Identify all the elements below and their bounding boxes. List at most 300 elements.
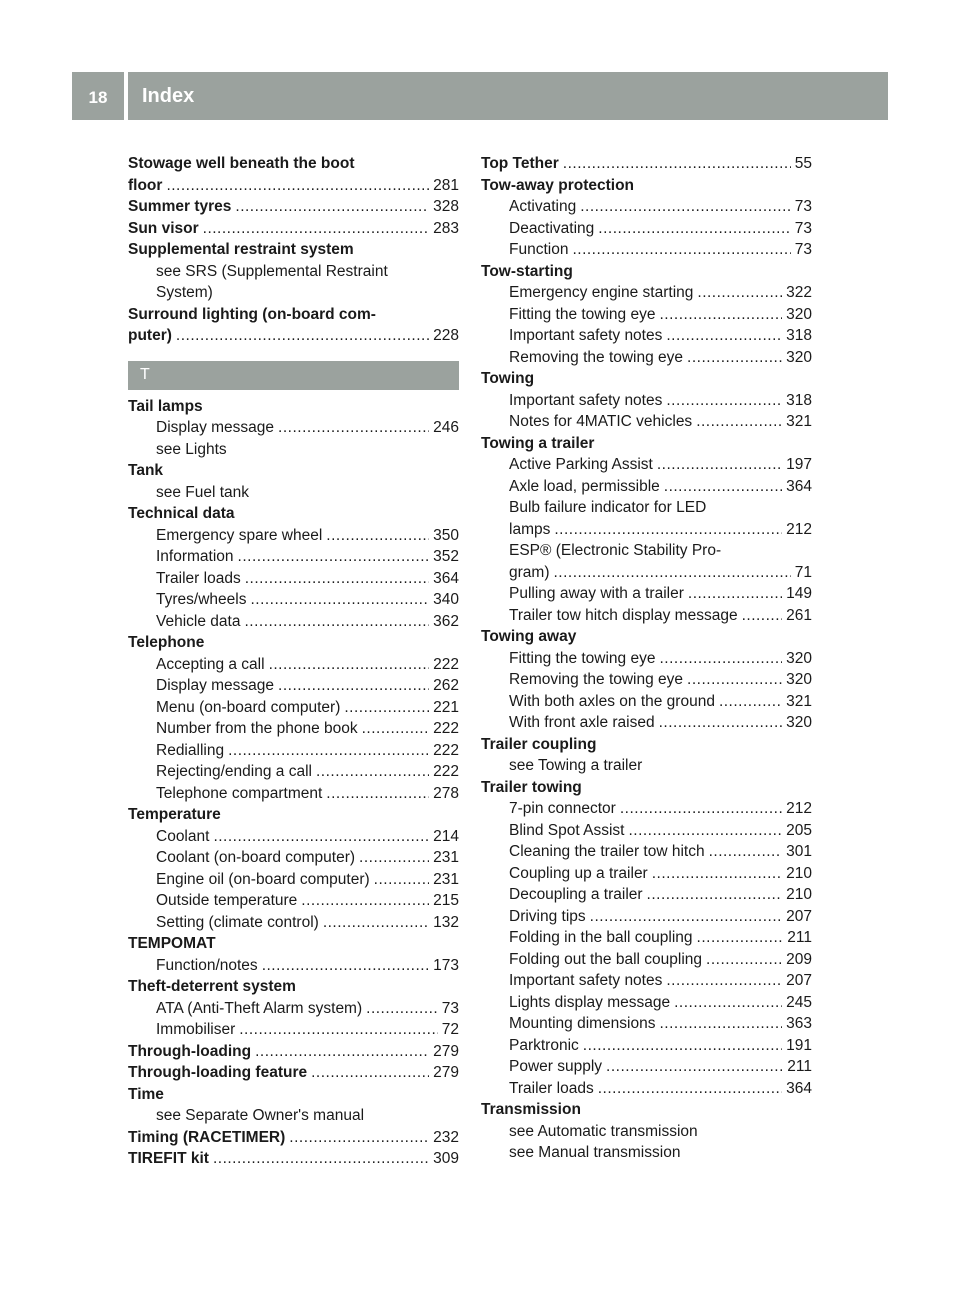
entry-text: With both axles on the ground [509,692,715,710]
index-subentry [481,497,812,519]
index-subentry [481,218,812,240]
page-reference: 209 [786,950,812,968]
index-entry [128,1127,459,1149]
page-reference: 301 [786,843,812,860]
page-reference: 352 [433,548,459,565]
page-reference: 321 [786,413,812,430]
entry-text: Parktronic [509,1036,579,1054]
index-entry [128,396,459,418]
index-entry [128,1084,459,1106]
index-subentry [128,568,459,590]
index-subentry [481,411,812,433]
leader-dots [659,304,782,326]
index-subentry [481,1013,812,1035]
entry-text: Technical data [128,505,235,522]
page-reference: 320 [786,671,812,688]
entry-text: Cleaning the trailer tow hitch [509,843,705,860]
entry-text: Trailer loads [509,1079,594,1097]
page-reference: 205 [786,821,812,839]
page-reference: 340 [433,591,459,608]
leader-dots [374,869,429,891]
index-entry [481,433,812,455]
leader-dots [213,826,429,848]
entry-text: Folding out the ball coupling [509,950,703,968]
index-entry [128,196,459,218]
leader-dots [598,1078,782,1100]
index-entry [128,239,459,261]
index-entry [481,368,812,390]
index-subentry [481,648,812,670]
index-subentry [128,761,459,783]
entry-text: puter) [128,327,172,344]
entry-text: Tail lamps [128,397,203,415]
index-entry [128,1041,459,1063]
leader-dots [323,912,429,934]
entry-text: Bulb failure indicator for LED [509,499,707,516]
index-subentry [481,454,812,476]
leader-dots [235,196,429,218]
entry-text: Top Tether [481,155,559,172]
index-entry [128,804,459,826]
entry-text: Information [156,548,234,565]
page-reference: 211 [787,929,812,946]
leader-dots [269,654,430,676]
leader-dots [238,546,430,568]
index-entry [128,460,459,482]
page-reference: 149 [786,585,812,602]
entry-text: Notes for 4MATIC vehicles [509,413,693,430]
entry-text: Through-loading [128,1042,252,1060]
index-subentry [128,783,459,805]
entry-text: TEMPOMAT [128,935,216,952]
page-reference: 261 [786,606,812,624]
entry-text: Fitting the towing eye [509,305,656,323]
entry-text: Telephone [128,634,205,651]
page-reference: 321 [786,692,812,710]
page-reference: 279 [433,1064,459,1081]
page-reference: 320 [786,649,812,667]
index-subentry [481,583,812,605]
index-subentry [128,826,459,848]
index-entry [481,175,812,197]
entry-text: Number from the phone book [156,720,358,737]
index-entry [128,175,459,197]
index-subentry [128,740,459,762]
index-subentry [128,718,459,740]
index-entry [128,1062,459,1084]
entry-text: Power supply [509,1058,603,1075]
page-reference: 73 [441,999,459,1017]
index-subentry [128,282,459,304]
leader-dots [598,218,790,240]
page-reference: 364 [433,569,459,587]
index-entry [481,153,812,175]
entry-text: Coolant (on-board computer) [156,849,356,866]
leader-dots [213,1148,429,1170]
page-reference: 210 [786,886,812,903]
entry-text: Trailer tow hitch display message [509,606,738,624]
leader-dots [278,417,429,439]
index-subentry [481,605,812,627]
index-subentry [128,417,459,439]
leader-dots [687,669,782,691]
entry-text: Emergency spare wheel [156,526,323,544]
page-reference: 281 [433,176,459,194]
page-reference: 173 [433,956,459,974]
index-entry [128,325,459,347]
page-reference: 73 [794,219,812,237]
entry-text: Immobiliser [156,1021,236,1038]
entry-text: Telephone compartment [156,784,323,802]
entry-text: Axle load, permissible [509,477,660,495]
index-subentry [481,304,812,326]
index-entry [481,626,812,648]
index-subentry [128,261,459,283]
leader-dots [664,476,782,498]
index-subentry [481,282,812,304]
entry-text: Decoupling a trailer [509,886,643,903]
page-reference: 231 [433,870,459,888]
index-subentry [481,820,812,842]
entry-text: Time [128,1085,164,1103]
leader-dots [583,1035,782,1057]
entry-text: Tow-starting [481,262,573,280]
index-subentry [481,669,812,691]
page-reference: 320 [786,348,812,366]
leader-dots [674,992,782,1014]
entry-text: Important safety notes [509,972,663,989]
leader-dots [359,847,429,869]
entry-text: see SRS (Supplemental Restraint [156,262,388,280]
entry-text: ESP® (Electronic Stability Pro- [509,542,722,559]
entry-text: Display message [156,419,275,436]
page-title: Index [128,72,888,120]
leader-dots [203,218,429,240]
page-reference: 278 [433,784,459,802]
page-reference: 71 [794,563,812,581]
entry-text: Tank [128,462,164,479]
entry-text: Emergency engine starting [509,284,694,301]
index-subentry [481,992,812,1014]
entry-text: Display message [156,677,275,694]
page-reference: 55 [794,155,812,172]
entry-text: 7-pin connector [509,800,616,817]
leader-dots [250,589,429,611]
entry-text: Activating [509,198,577,215]
index-subentry [128,1019,459,1041]
index-subentry [481,325,812,347]
entry-text: Towing away [481,628,577,645]
leader-dots [706,949,782,971]
entry-text: Surround lighting (on-board com- [128,305,376,323]
leader-dots [554,519,782,541]
entry-text: Towing [481,370,535,387]
index-subentry [481,884,812,906]
page-reference: 222 [433,720,459,737]
leader-dots [344,697,429,719]
index-subentry [481,1142,812,1164]
index-subentry [481,1056,812,1078]
index-subentry [481,906,812,928]
page-reference: 210 [786,864,812,882]
index-entry [128,976,459,998]
leader-dots [659,712,783,734]
index-column-right [481,153,812,1164]
index-subentry [481,562,812,584]
index-entry [481,1099,812,1121]
index-subentry [481,798,812,820]
page-reference: 262 [433,677,459,694]
entry-text: Lights display message [509,993,671,1011]
leader-dots [696,411,782,433]
leader-dots [366,998,438,1020]
entry-text: Vehicle data [156,612,241,630]
entry-text: Driving tips [509,907,586,925]
page-reference: 279 [433,1042,459,1060]
entry-text: see Manual transmission [509,1144,681,1161]
leader-dots [657,454,782,476]
entry-text: Function [509,241,569,258]
leader-dots [652,863,782,885]
page-reference: 320 [786,305,812,323]
index-subentry [128,525,459,547]
entry-text: Mounting dimensions [509,1015,656,1032]
leader-dots [326,525,429,547]
leader-dots [563,153,791,175]
index-subentry [128,439,459,461]
index-subentry [481,755,812,777]
leader-dots [659,1013,782,1035]
index-entry [128,218,459,240]
entry-text: lamps [509,520,551,538]
index-subentry [128,697,459,719]
entry-text: Summer tyres [128,198,232,215]
index-subentry [481,347,812,369]
page-reference: 228 [433,327,459,344]
index-entry [128,1148,459,1170]
index-subentry [128,611,459,633]
leader-dots [228,740,429,762]
index-entry [128,632,459,654]
index-subentry [481,476,812,498]
leader-dots [316,761,429,783]
index-subentry [481,540,812,562]
leader-dots [255,1041,429,1063]
leader-dots [687,347,782,369]
entry-text: Trailer loads [156,569,241,587]
leader-dots [742,605,783,627]
leader-dots [590,906,782,928]
index-subentry [481,239,812,261]
entry-text: Stowage well beneath the boot [128,155,355,172]
index-entry [128,304,459,326]
index-subentry [128,869,459,891]
index-entry [128,933,459,955]
index-subentry [481,1121,812,1143]
entry-text: floor [128,176,163,194]
entry-text: Transmission [481,1101,581,1118]
entry-text: Theft-deterrent system [128,978,296,995]
page-reference: 212 [786,520,812,538]
page-reference: 232 [433,1128,459,1146]
page-reference: 322 [786,284,812,301]
entry-text: Accepting a call [156,655,265,673]
leader-dots [166,175,429,197]
entry-text: Important safety notes [509,327,663,344]
index-subentry [481,1035,812,1057]
entry-text: see Towing a trailer [509,757,643,774]
page-reference: 283 [433,219,459,237]
page-reference: 363 [786,1015,812,1032]
leader-dots [326,783,429,805]
page-reference: 191 [786,1036,812,1054]
index-subentry [481,863,812,885]
index-subentry [481,949,812,971]
page-reference: 215 [433,892,459,909]
entry-text: Fitting the towing eye [509,649,656,667]
entry-text: Redialling [156,741,225,759]
leader-dots [301,890,429,912]
index-subentry [128,654,459,676]
entry-text: Setting (climate control) [156,913,319,931]
leader-dots [311,1062,429,1084]
page-reference: 309 [433,1150,459,1167]
page-reference: 320 [786,714,812,731]
page-reference: 364 [786,477,812,495]
index-subentry [128,912,459,934]
page-reference: 212 [786,800,812,817]
entry-text: Folding in the ball coupling [509,929,693,946]
entry-text: see Lights [156,440,227,458]
index-subentry [481,841,812,863]
leader-dots [572,239,790,261]
leader-dots [628,820,782,842]
page-reference: 350 [433,526,459,544]
leader-dots [606,1056,783,1078]
page-reference: 318 [786,391,812,409]
entry-text: TIREFIT kit [128,1150,209,1167]
leader-dots [289,1127,429,1149]
leader-dots [620,798,782,820]
entry-text: Temperature [128,806,221,823]
index-entry [128,153,459,175]
index-subentry [481,927,812,949]
entry-text: Blind Spot Assist [509,821,625,839]
index-subentry [481,390,812,412]
page-reference: 328 [433,198,459,215]
index-subentry [128,998,459,1020]
entry-text: Trailer towing [481,778,582,796]
leader-dots [580,196,791,218]
page-reference: 214 [433,827,459,845]
page-reference: 364 [786,1079,812,1097]
entry-text: Important safety notes [509,391,663,409]
index-subentry [481,712,812,734]
page-reference: 207 [786,907,812,925]
entry-text: Removing the towing eye [509,671,684,688]
page-reference: 246 [433,419,459,436]
page-reference: 222 [433,741,459,759]
index-subentry [128,1105,459,1127]
page-reference: 211 [787,1058,812,1075]
leader-dots [278,675,429,697]
leader-dots [553,562,790,584]
page-reference: 362 [433,612,459,630]
entry-text: Trailer coupling [481,735,597,753]
entry-text: Deactivating [509,219,595,237]
index-column-left [128,153,459,1170]
entry-text: Pulling away with a trailer [509,585,684,602]
entry-text: Rejecting/ending a call [156,763,312,780]
leader-dots [688,583,782,605]
leader-dots [245,568,429,590]
entry-text: Coupling up a trailer [509,864,648,882]
entry-text: Tow-away protection [481,176,635,194]
entry-text: Outside temperature [156,892,298,909]
entry-text: Supplemental restraint system [128,241,354,258]
index-entry [481,777,812,799]
index-subentry [481,970,812,992]
index-subentry [128,589,459,611]
entry-text: Timing (RACETIMER) [128,1128,286,1146]
index-subentry [481,196,812,218]
index-subentry [481,1078,812,1100]
index-subentry [128,675,459,697]
page-reference: 245 [786,993,812,1011]
entry-text: Coolant [156,827,210,845]
page-reference: 222 [433,655,459,673]
entry-text: Tyres/wheels [156,591,247,608]
entry-text: see Separate Owner's manual [156,1107,365,1124]
page-reference: 73 [794,241,812,258]
index-subentry [128,890,459,912]
section-letter-header: T [128,361,459,390]
entry-text: Through-loading feature [128,1064,308,1081]
entry-text: Menu (on-board computer) [156,698,341,716]
index-subentry [128,482,459,504]
entry-text: Engine oil (on-board computer) [156,870,370,888]
index-subentry [128,847,459,869]
page-reference: 72 [441,1021,459,1038]
entry-text: Towing a trailer [481,434,595,452]
page-reference: 197 [786,456,812,473]
entry-text: see Fuel tank [156,483,250,501]
leader-dots [697,927,784,949]
entry-text: Function/notes [156,956,258,974]
leader-dots [659,648,782,670]
page-reference: 231 [433,849,459,866]
index-subentry [128,955,459,977]
leader-dots [666,325,782,347]
entry-text: System) [156,284,213,301]
leader-dots [709,841,783,863]
page-reference: 132 [433,913,459,931]
index-entry [128,503,459,525]
index-entry [481,734,812,756]
leader-dots [666,390,782,412]
page-reference: 222 [433,763,459,780]
leader-dots [666,970,782,992]
index-entry [481,261,812,283]
index-subentry [481,691,812,713]
leader-dots [239,1019,438,1041]
leader-dots [362,718,430,740]
leader-dots [262,955,429,977]
entry-text: Sun visor [128,219,199,237]
leader-dots [176,325,429,347]
index-subentry [128,546,459,568]
page-reference: 318 [786,327,812,344]
